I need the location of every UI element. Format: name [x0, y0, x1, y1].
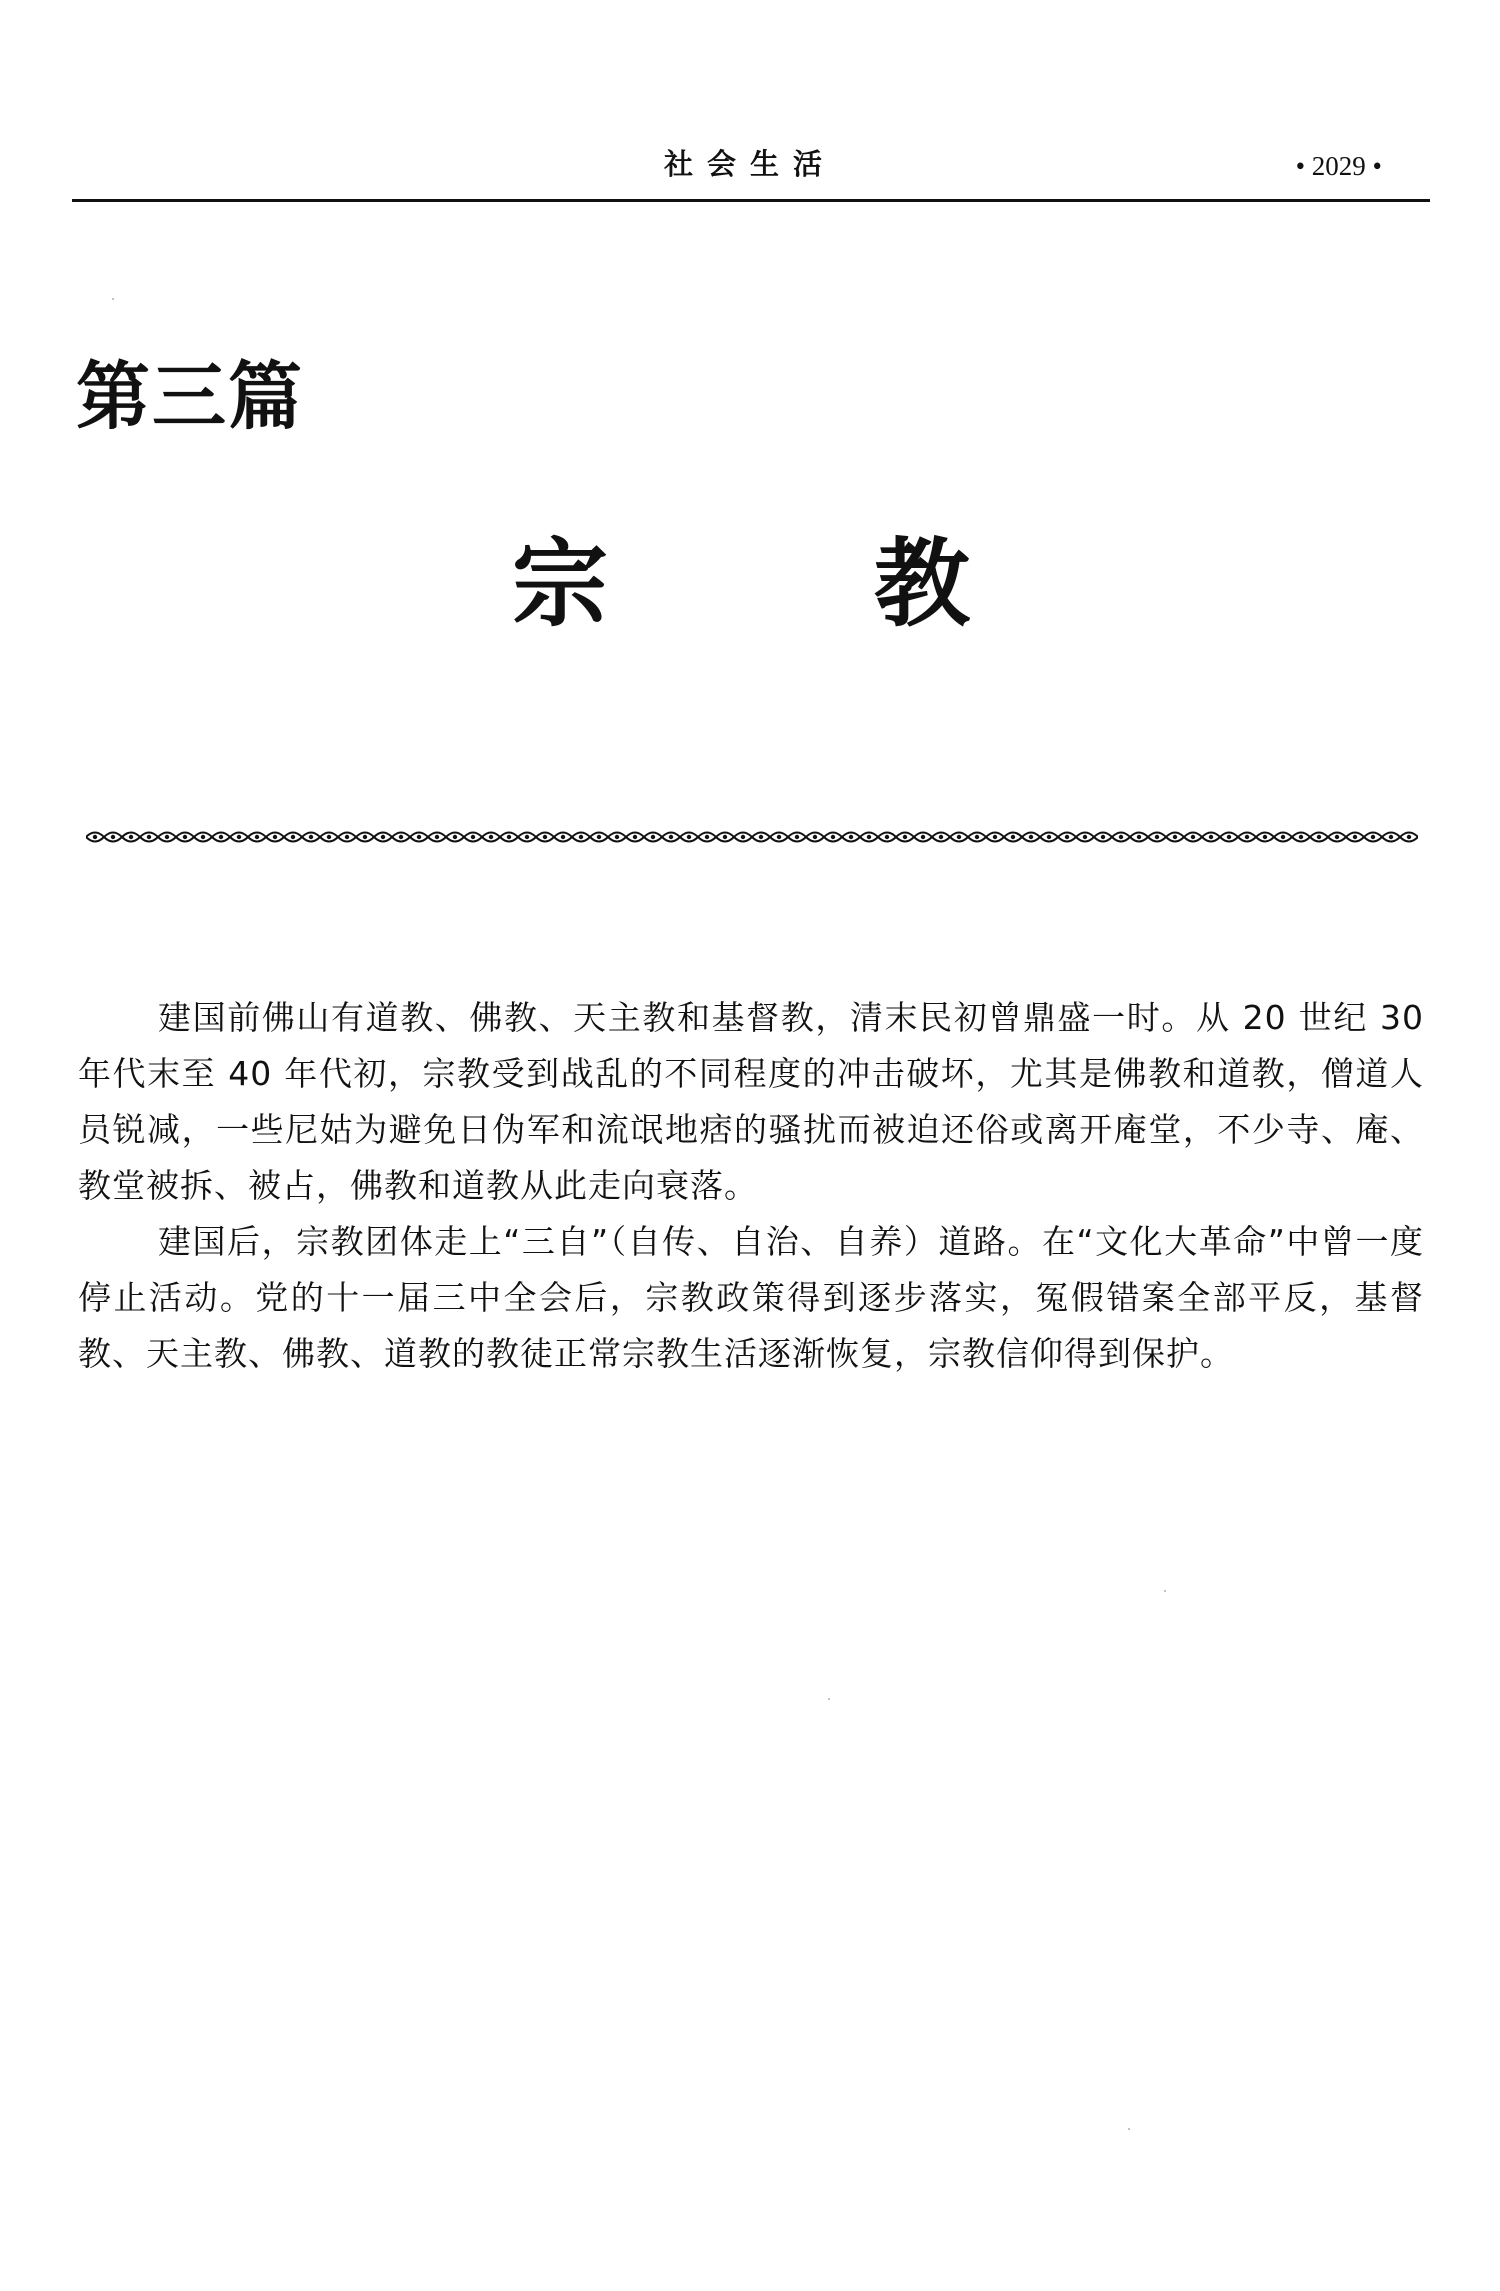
ornament-dot — [1227, 835, 1231, 839]
ornament-dot — [1299, 835, 1303, 839]
ornament-dot — [1353, 835, 1357, 839]
ornament-dot — [1209, 835, 1213, 839]
part-label: 第三篇 — [76, 354, 304, 440]
ornament-dot — [903, 835, 907, 839]
body-paragraph: 建国前佛山有道教、佛教、天主教和基督教，清末民初曾鼎盛一时。从 20 世纪 30 年代末至 40 年代初，宗教受到战乱的不同程度的冲击破坏，尤其是佛教和道教，僧道人员锐减，一些尼姑为避免日伪军和流氓地痞的骚扰而被迫还俗或离开庵堂，不少寺、庵、教堂被拆、被占，佛教和道教从此走向衰落。 — [78, 998, 1424, 1205]
ornament-dot — [111, 835, 115, 839]
ornament-dot — [795, 835, 799, 839]
ornament-dot — [741, 835, 745, 839]
ornament-dot — [777, 835, 781, 839]
ornament-dot — [489, 835, 493, 839]
page-number: • 2029 • — [1295, 151, 1382, 181]
ornament-dot — [237, 835, 241, 839]
ornament-dot — [381, 835, 385, 839]
body-text — [78, 990, 1424, 1382]
ornament-dot — [1371, 835, 1375, 839]
ornament-dot — [759, 835, 763, 839]
ornament-dot — [435, 835, 439, 839]
ornament-dot — [255, 835, 259, 839]
ornament-dot — [1191, 835, 1195, 839]
ornament-dot — [1083, 835, 1087, 839]
ornament-dot — [1317, 835, 1321, 839]
ornament-dot — [543, 835, 547, 839]
ornament-dot — [291, 835, 295, 839]
ornament-dot — [1281, 835, 1285, 839]
ornament-dot — [1011, 835, 1015, 839]
ornament-dot — [993, 835, 997, 839]
ornamental-divider — [86, 826, 1418, 848]
header-rule — [72, 199, 1430, 202]
ornament-dot — [219, 835, 223, 839]
ornament-dot — [669, 835, 673, 839]
ornament-dot — [1137, 835, 1141, 839]
ornament-dot — [975, 835, 979, 839]
ornament-dot — [1173, 835, 1177, 839]
scan-speck — [1128, 2128, 1130, 2130]
ornament-dot — [1119, 835, 1123, 839]
ornament-dot — [1029, 835, 1033, 839]
ornament-dot — [615, 835, 619, 839]
ornament-dot — [525, 835, 529, 839]
ornament-dot — [453, 835, 457, 839]
ornament-dot — [849, 835, 853, 839]
ornament-dot — [471, 835, 475, 839]
ornament-dot — [147, 835, 151, 839]
ornament-dot — [273, 835, 277, 839]
ornament-dot — [1407, 835, 1411, 839]
ornament-dot — [687, 835, 691, 839]
ornament-dot — [507, 835, 511, 839]
body-paragraph: 建国后，宗教团体走上“三自”（自传、自治、自养）道路。在“文化大革命”中曾一度停止活动。党的十一届三中全会后，宗教政策得到逐步落实，冤假错案全部平反，基督教、天主教、佛教、道教的教徒正常宗教生活逐渐恢复，宗教信仰得到保护。 — [78, 1222, 1424, 1373]
ornament-dot — [129, 835, 133, 839]
ornament-dot — [633, 835, 637, 839]
ornament-dot — [345, 835, 349, 839]
ornament-dot — [183, 835, 187, 839]
ornament-dot — [705, 835, 709, 839]
ornament-dot — [957, 835, 961, 839]
ornament-dot — [1047, 835, 1051, 839]
ornament-dot — [1263, 835, 1267, 839]
ornament-dot — [363, 835, 367, 839]
ornament-dot — [399, 835, 403, 839]
ornament-dot — [723, 835, 727, 839]
running-head-section-name: 社会生活 — [663, 147, 836, 181]
part-title-char: 宗 — [512, 527, 608, 640]
scan-speck — [1164, 1590, 1166, 1592]
scan-speck — [112, 298, 114, 300]
ornament-dot — [1101, 835, 1105, 839]
ornament-dot — [597, 835, 601, 839]
ornament-dot — [831, 835, 835, 839]
scan-speck — [828, 1698, 830, 1700]
ornament-dot — [885, 835, 889, 839]
ornament-dot — [1065, 835, 1069, 839]
ornament-dot — [1389, 835, 1393, 839]
ornament-wave — [86, 837, 1418, 842]
ornament-dot — [921, 835, 925, 839]
ornament-dot — [579, 835, 583, 839]
ornament-dot — [867, 835, 871, 839]
running-head — [0, 0, 1500, 200]
ornament-dot — [939, 835, 943, 839]
part-title-char: 教 — [874, 527, 970, 640]
ornament-dot — [1155, 835, 1159, 839]
ornament-dot — [417, 835, 421, 839]
ornament-dot — [165, 835, 169, 839]
ornament-dot — [309, 835, 313, 839]
ornament-dot — [813, 835, 817, 839]
ornament-dot — [561, 835, 565, 839]
ornament-dot — [93, 835, 97, 839]
ornament-dot — [201, 835, 205, 839]
ornament-dot — [1245, 835, 1249, 839]
ornament-dot — [327, 835, 331, 839]
ornament-dot — [651, 835, 655, 839]
ornament-dot — [1335, 835, 1339, 839]
ornament-pattern — [86, 826, 1418, 848]
